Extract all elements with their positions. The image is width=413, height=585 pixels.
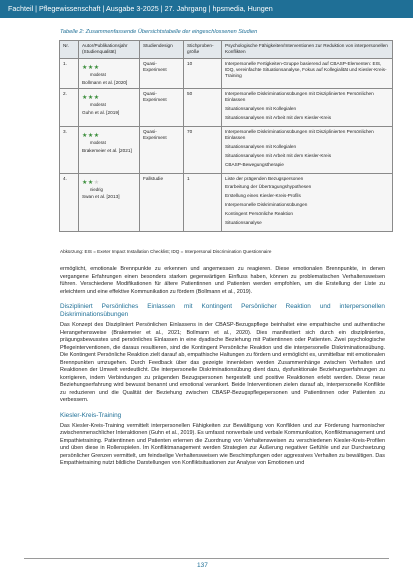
table-row — [60, 126, 393, 173]
header-sample-size: Stichproben-größe — [184, 41, 222, 59]
psych-line: Situationsanalyse — [225, 219, 262, 225]
cell-author — [79, 88, 140, 126]
psych-line: Interpersonelle Diskriminationsübungen — [225, 202, 308, 208]
header-psych-skills: Psychologische Fähigkeiten/Interventionen zur Reduktion von interpersonellen Konflikten — [222, 41, 393, 59]
psych-line: Erarbeitung der Übertragungshypothesen — [225, 184, 312, 190]
cell-psych — [222, 58, 393, 88]
body-paragraph: Das Konzept des Diszipliniert Persönlichen Einlassens in der CBASP-Bezugspflege beinhaltet eine empathische und authentische Herangehensweise (Brakemeier et al., 2021; Bollmann et al., 2020). Dies manifestiert sich durch ein diszipliniertes, prägungsbewusstes und persönliches Einlassen in eine dyadische Beziehung mit Patientinnen oder Patienten. Zwei psychologische Pflegeinterventionen, die daraus resultieren, sind die Kontingent Persönliche Reaktion und die interpersonelle Diskriminationsübung. Die Kontingent Persönliche Reaktion zielt darauf ab, empathische Haltungen zu fördern und ermöglicht es, unmittelbar mit emotionalen Brennpunkten umzugehen. Durch Feedback über das gezeigte innenleben werden Zusammenhänge zwischen Verhalten und Reaktionen der Umwelt verdeutlicht. Die interpersonelle Diskriminationsübung dient dazu, dysfunktionale Beziehungserfahrungen zu korrigieren, indem Verbindungen zu prägenden Bezugspersonen hergestellt und positive Reaktionen erlebt werden. Diese neue Beziehungserfahrung wird bewusst benannt und emotional verankert. Beide Interventionen zielen darauf ab, interpersonelle Konflikte zu reduzieren und die Qualität der Beziehung zwischen CBASP-Bezugspflegepersonen und Patientinnen oder Patienten zu verbessern. — [60, 322, 385, 403]
table-abbreviations: Abkürzung: EIS = Exeter Impact Installation Checklist; IDQ = Interpersonal Discrimination Questionnaire — [60, 249, 272, 254]
cell-design: Quasi-Experiment — [140, 126, 184, 173]
cell-psych — [222, 173, 393, 231]
star-icon: ★★★ — [82, 132, 100, 139]
psych-line: Interpersonelle Diskriminationsübungen mit Disziplinierten Persönlichen Einlassen — [225, 90, 374, 103]
cell-nr: 2. — [60, 88, 79, 126]
cell-psych — [222, 126, 393, 173]
section-heading: Diszipliniert Persönliches Einlassen mit Kontingent Persönlicher Reaktion und interpersonellen Diskriminationsübungen — [60, 303, 385, 318]
footer-divider — [24, 558, 389, 559]
table-header-row — [60, 41, 393, 59]
cell-author — [79, 173, 140, 231]
quality-label: niedrig — [90, 186, 103, 192]
star-icon: ★★★ — [82, 94, 100, 101]
quality-label: moderat — [90, 139, 106, 145]
page-number: 137 — [197, 562, 208, 569]
psych-line: Situationsanalysen mit Arbeit mit dem Kiesler-Kreis — [225, 152, 332, 158]
psych-line: CBASP-Bewegungstherapie — [225, 161, 284, 167]
cell-psych — [222, 88, 393, 126]
psych-line: Situationsanalysen mit Kollegialen — [225, 106, 297, 112]
table-row — [60, 88, 393, 126]
cell-nr: 3. — [60, 126, 79, 173]
cell-nr: 1. — [60, 58, 79, 88]
star-icon: ★★★ — [82, 64, 100, 71]
article-body — [60, 266, 385, 475]
cell-nr: 4. — [60, 173, 79, 231]
psych-line: Erstellung eines Kiesler-Kreis-Profils — [225, 193, 301, 199]
studies-table — [59, 40, 393, 232]
header-author: Autor/Publikationsjahr (Studienqualität) — [79, 41, 140, 59]
cell-sample-size: 50 — [184, 88, 222, 126]
table-caption: Tabelle 2: Zusammenfassende Übersichtstabelle der eingeschlossenen Studien — [60, 29, 258, 35]
quality-stars — [82, 179, 136, 187]
author-citation: Guhn et al. [2019] — [82, 109, 120, 115]
psych-line: Kontingent Persönliche Reaktion — [225, 210, 294, 216]
psych-line: Situationsanalysen mit Arbeit mit dem Kiesler-Kreis — [225, 114, 332, 120]
psych-line: Liste der prägenden Bezugspersonen — [225, 175, 304, 181]
cell-author — [79, 126, 140, 173]
header-design: Studiendesign — [140, 41, 184, 59]
quality-label: moderat — [90, 102, 106, 108]
author-citation: Brakemeier et al. [2021] — [82, 147, 132, 153]
body-paragraph: ermöglicht, emotionale Brennpunkte zu erkennen und angemessen zu reagieren. Diese emotionalen Brennpunkte, in denen vergangene Erfahrungen einen besonders starken gegenwärtigen Einfluss haben, können zu problematischen Verhaltensweisen führen. Verschiedene Modifikationen für ältere Patientinnen und Patienten werden empfohlen, um die Erstellung der Liste zu erleichtern und eine effektive Kommunikation zu fördern (Bollmann et al., 2019). — [60, 266, 385, 295]
author-citation: Bollmann et al. [2020] — [82, 79, 128, 85]
section-heading: Kiesler-Kreis-Training — [60, 411, 122, 419]
quality-stars — [82, 94, 136, 102]
cell-sample-size: 10 — [184, 58, 222, 88]
quality-label: moderat — [90, 71, 106, 77]
psych-line: Situationsanalysen mit Kollegialen — [225, 143, 297, 149]
quality-stars — [82, 132, 136, 140]
cell-design: Fallstudie — [140, 173, 184, 231]
table-row — [60, 58, 393, 88]
star-empty-icon: ★ — [93, 179, 100, 186]
cell-sample-size: 1 — [184, 173, 222, 231]
table-row — [60, 173, 393, 231]
psych-text: Interpersonelle Fertigkeiten-Gruppe basierend auf CBASP-Elementen: EIS, IDQ, vereinfachte Situationsanalyse, Fokus auf Kollegialität und Kiesler-Kreis-Training — [225, 60, 387, 79]
cell-design: Quasi-Experiment — [140, 58, 184, 88]
quality-stars — [82, 64, 136, 72]
psych-line: Interpersonelle Diskriminationsübungen mit Disziplinierten Persönlichen Einlassen — [225, 128, 374, 141]
cell-author — [79, 58, 140, 88]
body-paragraph: Das Kiesler-Kreis-Training vermittelt interpersonellen Fähigkeiten zur Bewältigung von Konflikten und zur Förderung harmonischer zwischenmenschlicher Interaktionen (Guhn et al., 2019). Es umfasst nonverbale und verbale Kommunikation, Konfliktmanagement und Empathietraining. Patientinnen und Patienten erlernen die Zuordnung von Verhaltensweisen zu verschiedenen Kiesler-Kreis-Profilen und üben diese in Rollenspielen. Im Konfliktmanagement werden Strategien zur Äußerung negativer Gefühle und zur Durchsetzung persönlicher Grenzen vermittelt, um feindselige Verhaltensweisen wie Beschimpfungen oder aggressives Verhalten zu bewältigen. Das Empathietraining nutzt bildliche Darstellungen von Konfliktsituationen zur Analyse von Emotionen und — [60, 422, 385, 466]
author-citation: Swan et al. [2013] — [82, 194, 120, 200]
header-nr: Nr. — [60, 41, 79, 59]
star-icon: ★★ — [82, 179, 94, 186]
journal-header-bar — [0, 0, 413, 18]
cell-sample-size: 70 — [184, 126, 222, 173]
journal-header-text: Fachteil | Pflegewissenschaft | Ausgabe 3-2025 | 27. Jahrgang | hpsmedia, Hungen — [8, 4, 273, 13]
cell-design: Quasi-Experiment — [140, 88, 184, 126]
